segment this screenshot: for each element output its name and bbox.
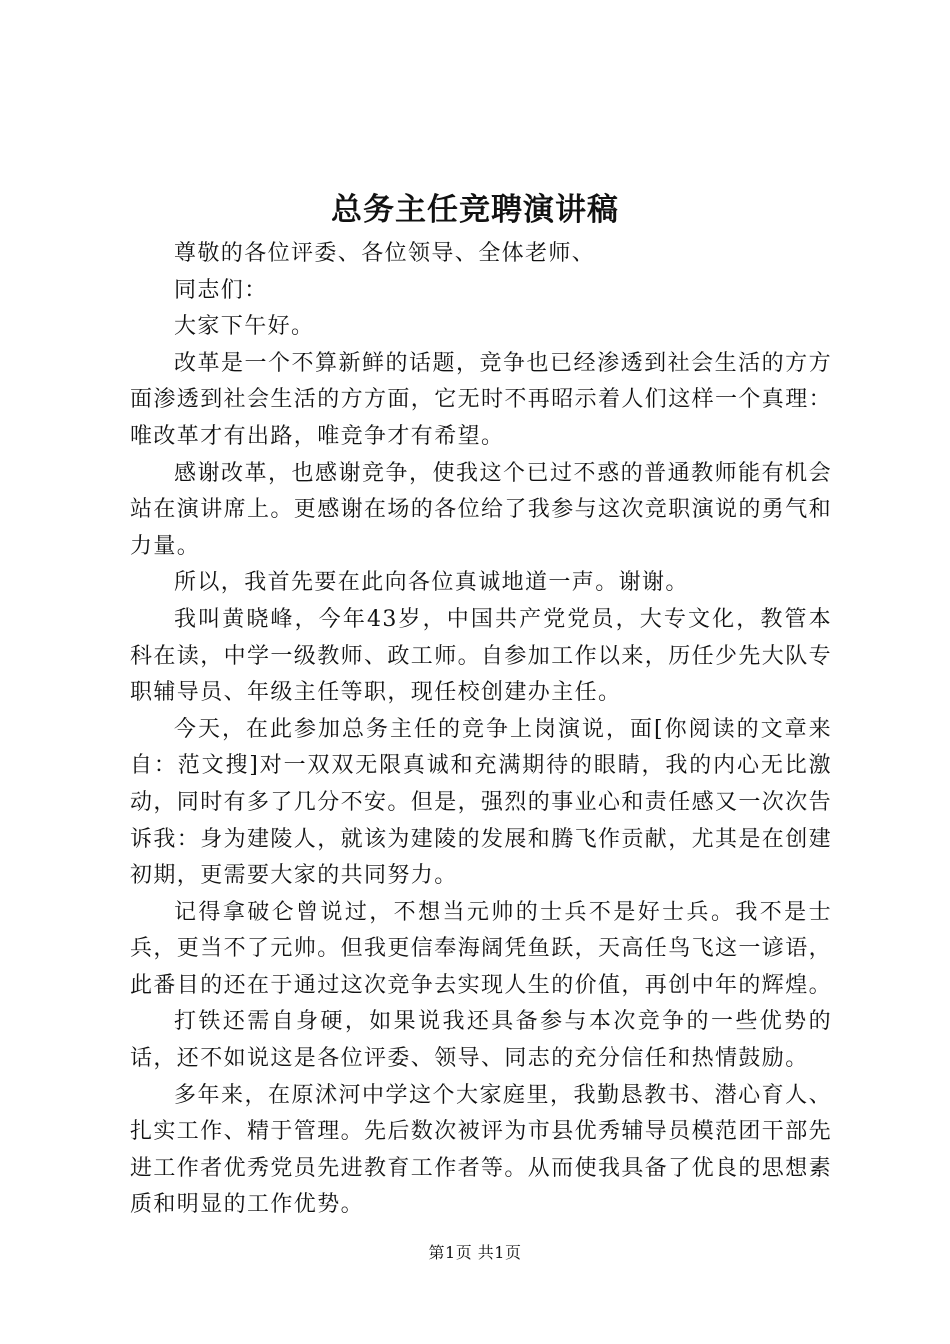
document-body bbox=[130, 236, 832, 1224]
body-paragraph: 改革是一个不算新鲜的话题，竞争也已经渗透到社会生活的方方面渗透到社会生活的方方面，它无时不再昭示着人们这样一个真理：唯改革才有出路，唯竞争才有希望。 bbox=[130, 350, 833, 449]
salutation-line-1: 尊敬的各位评委、各位领导、全体老师、 bbox=[174, 241, 596, 266]
document-title: 总务主任竞聘演讲稿 bbox=[331, 192, 619, 228]
body-paragraph: 我叫黄晓峰，今年43岁，中国共产党党员，大专文化，教管本科在读，中学一级教师、政工师。自参加工作以来，历任少先大队专职辅导员、年级主任等职，现任校创建办主任。 bbox=[130, 606, 833, 706]
body-paragraph: 今天，在此参加总务主任的竞争上岗演说，面[你阅读的文章来自：范文搜]对一双双无限真诚和充满期待的眼睛，我的内心无比激动，同时有多了几分不安。但是，强烈的事业心和责任感又一次次告诉我：身为建陵人，就该为建陵的发展和腾飞作贡献，尤其是在创建初期，更需要大家的共同努力。 bbox=[130, 716, 833, 889]
body-paragraph: 记得拿破仑曾说过，不想当元帅的士兵不是好士兵。我不是士兵，更当不了元帅。但我更信奉海阔凭鱼跃，天高任鸟飞这一谚语，此番目的还在于通过这次竞争去实现人生的价值，再创中年的辉煌。 bbox=[130, 899, 833, 998]
greeting-paragraph: 大家下午好。 bbox=[174, 314, 315, 340]
body-paragraph: 所以，我首先要在此向各位真诚地道一声。谢谢。 bbox=[174, 570, 689, 596]
body-paragraph: 多年来，在原沭河中学这个大家庭里，我勤恳教书、潜心育人、扎实工作、精于管理。先后数次被评为市县优秀辅导员模范团干部先进工作者优秀党员先进教育工作者等。从而使我具备了优良的思想素质和明显的工作优势。 bbox=[130, 1082, 833, 1218]
body-paragraph: 打铁还需自身硬，如果说我还具备参与本次竞争的一些优势的话，还不如说这是各位评委、领导、同志的充分信任和热情鼓励。 bbox=[130, 1009, 832, 1072]
salutation-line-2: 同志们： bbox=[174, 277, 268, 303]
body-paragraph: 感谢改革，也感谢竞争，使我这个已过不惑的普通教师能有机会站在演讲席上。更感谢在场的各位给了我参与这次竞职演说的勇气和力量。 bbox=[130, 460, 833, 559]
page-footer: 第1页 共1页 bbox=[428, 1243, 522, 1262]
